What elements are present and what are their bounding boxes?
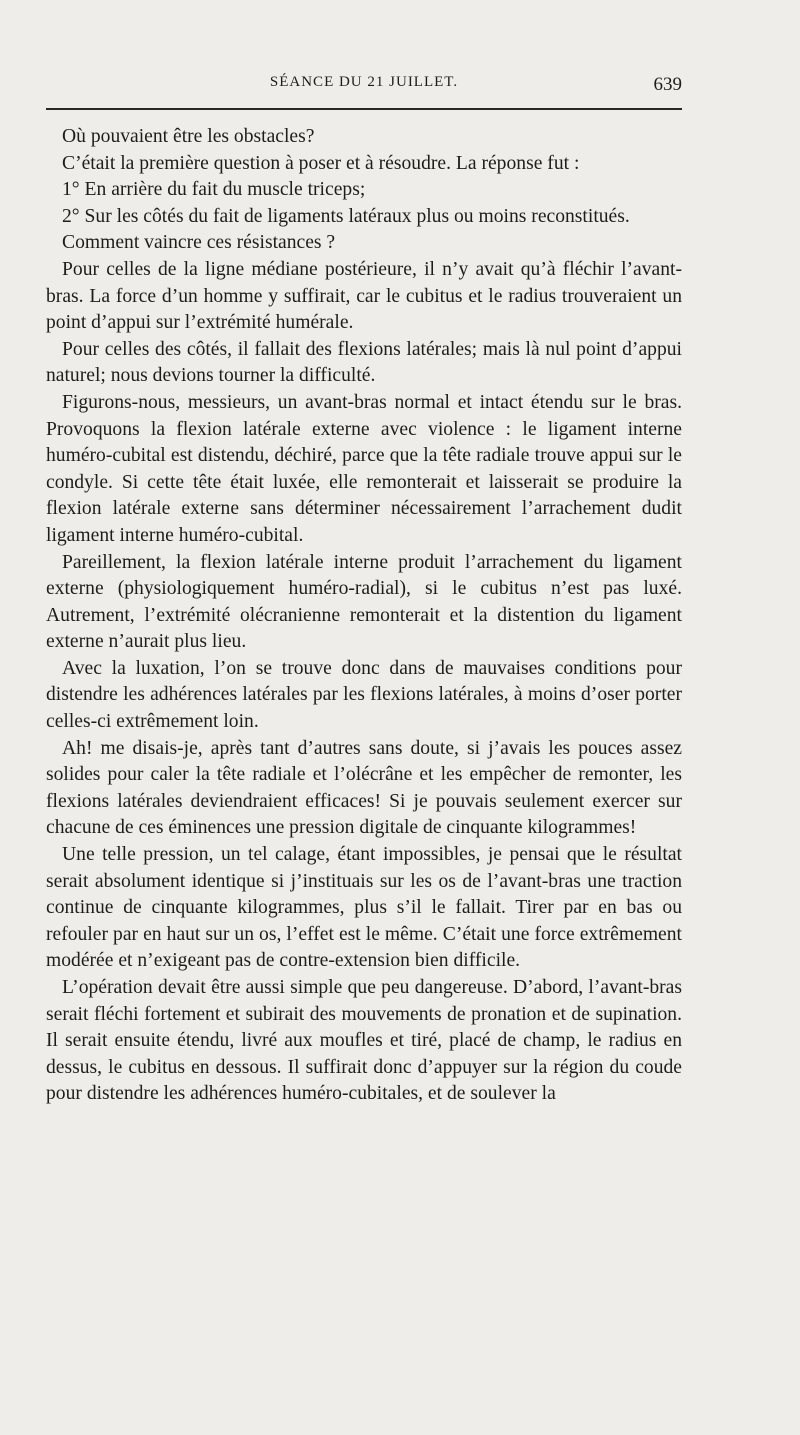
paragraph: Figurons-nous, messieurs, un avant-bras normal et intact étendu sur le bras. Provoquons la flexion latérale externe avec violence : le ligament interne huméro-cubital est distendu, déchiré, parce que la tête radiale trouve appui sur le condyle. Si cette tête était luxée, elle remonterait et laisserait se produire la flexion latérale externe sans déterminer nécessairement l’arrachement dudit ligament interne huméro-cubital.	[46, 391, 682, 546]
running-title: SÉANCE DU 21 JUILLET.	[269, 74, 459, 90]
page-number: 639	[653, 74, 682, 95]
paragraph: Comment vaincre ces résistances ?	[62, 232, 336, 254]
paragraph: C’était la première question à poser et à résoudre. La réponse fut :	[62, 152, 580, 174]
page-header	[46, 74, 682, 104]
paragraph: Pareillement, la flexion latérale interne produit l’arrachement du ligament externe (physiologiquement huméro-radial), si le cubitus n’est pas luxé. Autrement, l’extrémité olécranienne remonterait et la distention du ligament externe n’aurait plus lieu.	[46, 551, 682, 653]
paragraph: Pour celles des côtés, il fallait des flexions latérales; mais là nul point d’appui naturel; nous devions tourner la difficulté.	[46, 338, 682, 387]
paragraph: Pour celles de la ligne médiane postérieure, il n’y avait qu’à fléchir l’avant-bras. La force d’un homme y suffirait, car le cubitus et le radius trouveraient un point d’appui sur l’extrémité humérale.	[46, 258, 682, 334]
paragraph: Où pouvaient être les obstacles?	[62, 126, 315, 147]
paragraph: 1° En arrière du fait du muscle triceps;	[62, 179, 366, 201]
header-rule	[46, 108, 682, 110]
paragraph: 2° Sur les côtés du fait de ligaments latéraux plus ou moins reconstitués.	[62, 205, 630, 227]
paragraph: Avec la luxation, l’on se trouve donc dans de mauvaises conditions pour distendre les adhérences latérales par les flexions latérales, à moins d’oser porter celles-ci extrêmement loin.	[46, 657, 682, 733]
paragraph: Ah! me disais-je, après tant d’autres sans doute, si j’avais les pouces assez solides pour caler la tête radiale et l’olécrâne et les empêcher de remonter, les flexions latérales deviendraient efficaces! Si je pouvais seulement exercer sur chacune de ces éminences une pression digitale de cinquante kilogrammes!	[46, 737, 682, 839]
paragraph: Une telle pression, un tel calage, étant impossibles, je pensai que le résultat serait absolument identique si j’instituais sur les os de l’avant-bras une traction continue de cinquante kilogrammes, plus s’il le fallait. Tirer par en bas ou refouler par en haut sur un os, l’effet est le même. C’était une force extrêmement modérée et n’exigeant pas de contre-extension bien difficile.	[46, 844, 682, 972]
body-text	[46, 124, 682, 1108]
paragraph: L’opération devait être aussi simple que peu dangereuse. D’abord, l’avant-bras serait fléchi fortement et subirait des mouvements de pronation et de supination. Il serait ensuite étendu, livré aux moufles et tiré, placé de champ, le radius en dessus, le cubitus en dessous. Il suffirait donc d’appuyer sur la région du coude pour distendre les adhérences huméro-cubitales, et de soulever la	[46, 977, 682, 1105]
